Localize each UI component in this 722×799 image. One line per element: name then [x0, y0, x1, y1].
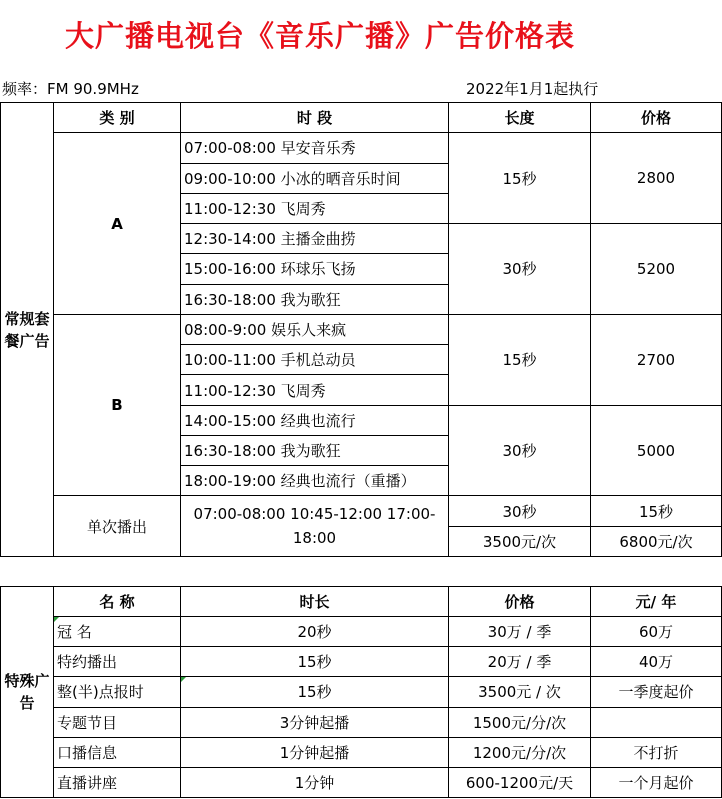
time-slot: 18:00-19:00 经典也流行（重播） — [181, 466, 449, 496]
length-cell: 15秒 — [449, 314, 591, 405]
single-broadcast-times: 07:00-08:00 10:45-12:00 17:00-18:00 — [181, 496, 449, 557]
time-slot: 07:00-08:00 早安音乐秀 — [181, 133, 449, 163]
special-price-table — [0, 586, 722, 798]
special-row — [1, 647, 722, 677]
special-name: 专题节目 — [54, 707, 181, 737]
header-duration: 时长 — [181, 587, 449, 617]
price-cell: 5200 — [591, 224, 722, 315]
special-duration: 1分钟起播 — [181, 737, 449, 767]
special-per-year: 不打折 — [591, 737, 722, 767]
single-length-a: 30秒 — [449, 496, 591, 526]
special-name: 冠 名 — [54, 617, 181, 647]
category-b: B — [54, 314, 181, 496]
price-cell: 2700 — [591, 314, 722, 405]
header-special-price: 价格 — [449, 587, 591, 617]
regular-price-table — [0, 102, 722, 557]
single-broadcast-label: 单次播出 — [54, 496, 181, 557]
time-slot: 16:30-18:00 我为歌狂 — [181, 435, 449, 465]
special-per-year: 60万 — [591, 617, 722, 647]
length-cell: 30秒 — [449, 405, 591, 496]
special-name: 特约播出 — [54, 647, 181, 677]
time-slot: 08:00-9:00 娱乐人来疯 — [181, 314, 449, 344]
time-slot: 09:00-10:00 小冰的晒音乐时间 — [181, 163, 449, 193]
time-slot: 11:00-12:30 飞周秀 — [181, 375, 449, 405]
special-row — [1, 767, 722, 797]
regular-section-label: 常规套餐广告 — [1, 103, 54, 557]
cell-marker-icon — [181, 677, 186, 682]
time-slot: 14:00-15:00 经典也流行 — [181, 405, 449, 435]
header-period: 时 段 — [181, 103, 449, 133]
special-price: 1200元/分/次 — [449, 737, 591, 767]
header-length: 长度 — [449, 103, 591, 133]
special-row — [1, 737, 722, 767]
time-slot: 10:00-11:00 手机总动员 — [181, 345, 449, 375]
single-length-b: 15秒 — [591, 496, 722, 526]
effective-date: 2022年1月1起执行 — [466, 80, 599, 98]
special-duration: 15秒 — [181, 647, 449, 677]
special-per-year: 一季度起价 — [591, 677, 722, 707]
single-price-a: 3500元/次 — [449, 526, 591, 556]
frequency-label: 频率：FM 90.9MHz — [2, 80, 139, 98]
special-price: 30万 / 季 — [449, 617, 591, 647]
special-price: 600-1200元/天 — [449, 767, 591, 797]
special-per-year: 40万 — [591, 647, 722, 677]
time-slot: 12:30-14:00 主播金曲捞 — [181, 224, 449, 254]
special-per-year: 一个月起价 — [591, 767, 722, 797]
cell-marker-icon — [54, 617, 59, 622]
page-title: 大广播电视台《音乐广播》广告价格表 — [64, 19, 575, 53]
special-duration: 20秒 — [181, 617, 449, 647]
time-slot: 11:00-12:30 飞周秀 — [181, 193, 449, 223]
special-name: 整(半)点报时 — [54, 677, 181, 707]
special-per-year — [591, 707, 722, 737]
price-cell: 5000 — [591, 405, 722, 496]
special-price: 3500元 / 次 — [449, 677, 591, 707]
special-name: 直播讲座 — [54, 767, 181, 797]
header-category: 类 别 — [54, 103, 181, 133]
header-name: 名 称 — [54, 587, 181, 617]
special-duration: 3分钟起播 — [181, 707, 449, 737]
price-cell: 2800 — [591, 133, 722, 224]
length-cell: 30秒 — [449, 224, 591, 315]
special-row — [1, 617, 722, 647]
special-duration: 15秒 — [181, 677, 449, 707]
time-slot: 15:00-16:00 环球乐飞扬 — [181, 254, 449, 284]
special-price: 1500元/分/次 — [449, 707, 591, 737]
header-per-year: 元/ 年 — [591, 587, 722, 617]
category-a: A — [54, 133, 181, 315]
special-section-label: 特殊广告 — [1, 587, 54, 798]
single-price-b: 6800元/次 — [591, 526, 722, 556]
time-slot: 16:30-18:00 我为歌狂 — [181, 284, 449, 314]
special-name: 口播信息 — [54, 737, 181, 767]
length-cell: 15秒 — [449, 133, 591, 224]
header-price: 价格 — [591, 103, 722, 133]
special-price: 20万 / 季 — [449, 647, 591, 677]
special-duration: 1分钟 — [181, 767, 449, 797]
special-row — [1, 707, 722, 737]
special-row — [1, 677, 722, 707]
